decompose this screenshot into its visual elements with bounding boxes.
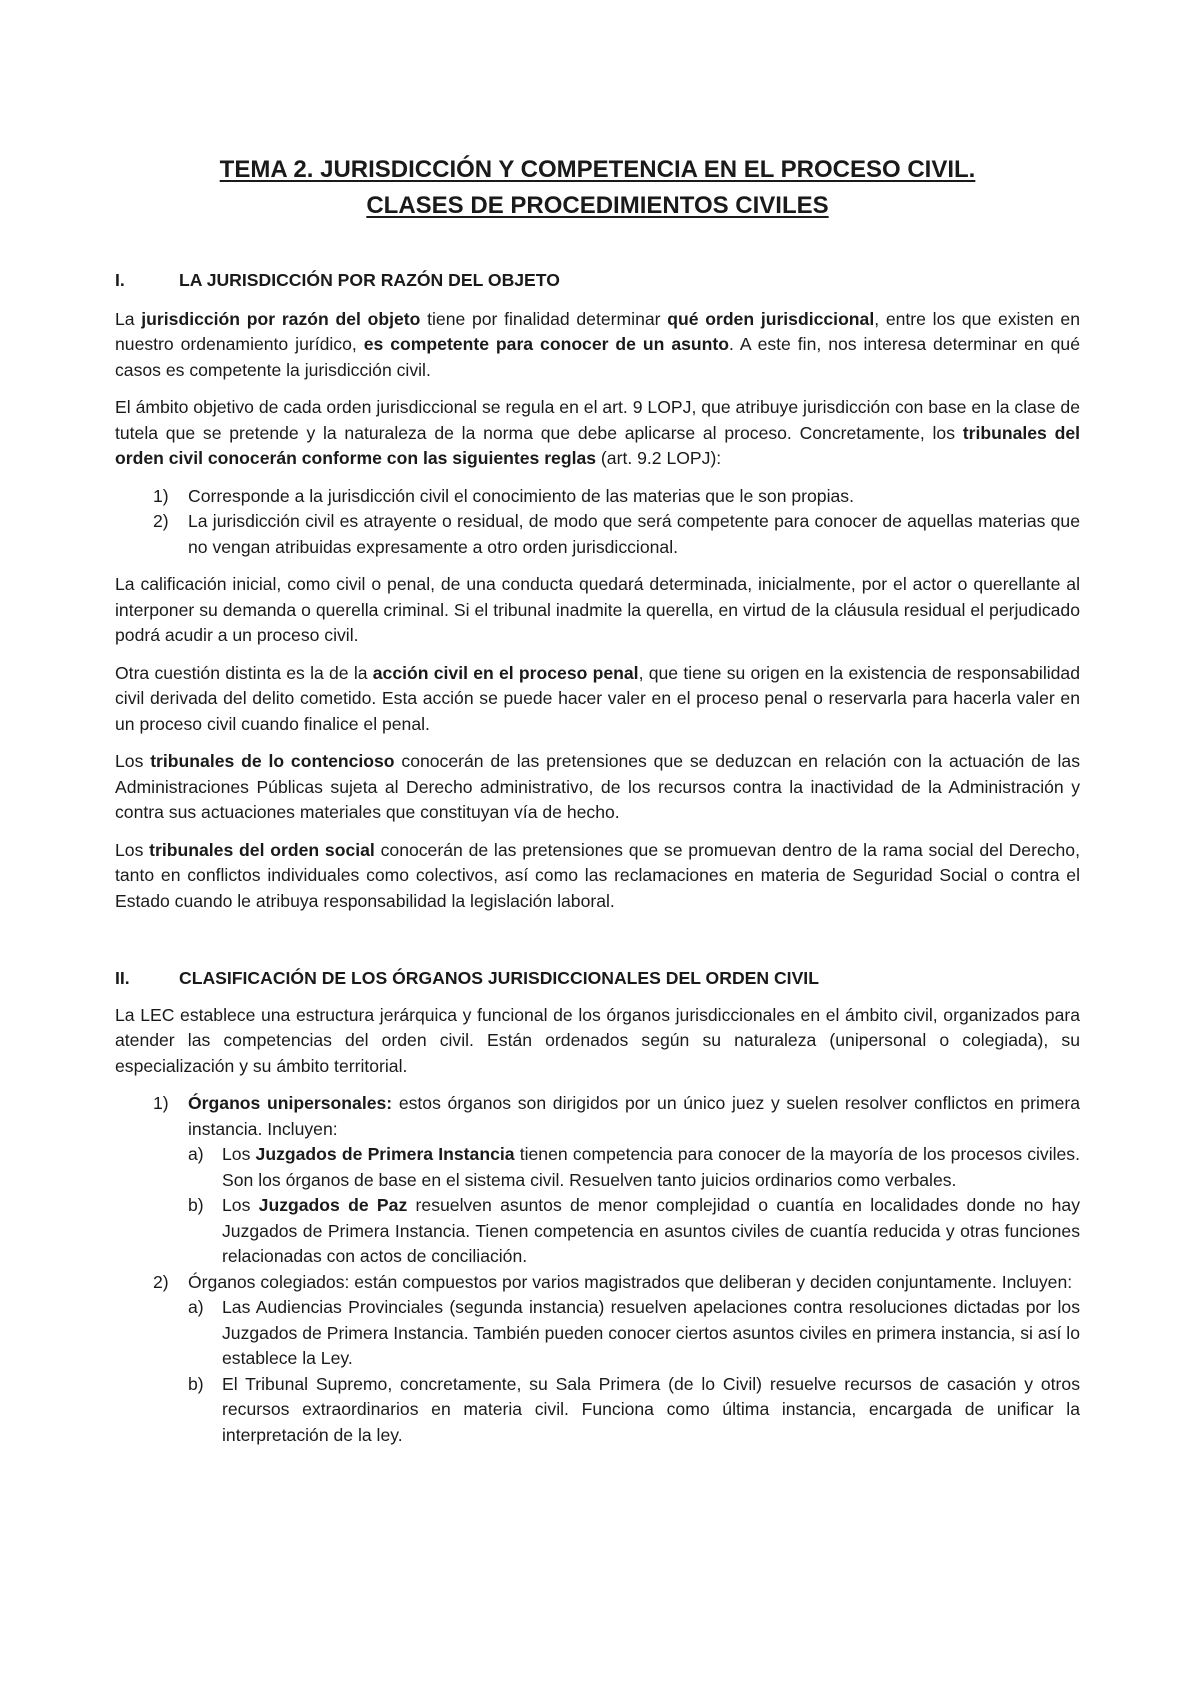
civil-rules-list (115, 484, 1080, 561)
title-line-2: CLASES DE PROCEDIMIENTOS CIVILES (366, 192, 829, 219)
sublist-item: a) Los Juzgados de Primera Instancia tienen competencia para conocer de la mayoría de los procesos civiles. Son los órganos de base en el sistema civil. Resuelven tanto juicios ordinarios como verbales. (188, 1144, 1080, 1190)
title-line-1: TEMA 2. JURISDICCIÓN Y COMPETENCIA EN EL PROCESO CIVIL. (219, 156, 976, 183)
section-1-heading (115, 268, 1080, 294)
section-1-paragraph-2: El ámbito objetivo de cada orden jurisdiccional se regula en el art. 9 LOPJ, que atribuye jurisdicción con base en la clase de tutela que se pretende y la naturaleza de la norma que debe aplicarse al proceso. Concretamente, los tribunales del orden civil conocerán conforme con las siguientes reglas (art. 9.2 LOPJ): (115, 397, 1080, 468)
section-1-title: LA JURISDICCIÓN POR RAZÓN DEL OBJETO (179, 270, 560, 290)
section-1-paragraph-1: La jurisdicción por razón del objeto tiene por finalidad determinar qué orden jurisdiccional, entre los que existen en nuestro ordenamiento jurídico, es competente para conocer de un asunto. A este fin, nos interesa determinar en qué casos es competente la jurisdicción civil. (115, 308, 1080, 380)
section-2-intro: La LEC establece una estructura jerárquica y funcional de los órganos jurisdiccionales en el ámbito civil, organizados para atender las competencias del orden civil. Están ordenados según su naturaleza (unipersonal o colegiada), su especialización y su ámbito territorial. (115, 1004, 1080, 1076)
colegiados-sublist (188, 1295, 1080, 1448)
document-title (115, 152, 1080, 224)
document-body (115, 152, 1080, 1460)
list-item-colegiados: 2) Órganos colegiados: están compuestos por varios magistrados que deliberan y deciden conjuntamente. Incluyen: a) Las Audiencias Provinciales (segunda instancia) resuelven apelaciones contra resoluciones dictadas por los Juzgados de Primera Instancia. También pueden conocer ciertos asuntos civiles en primera instancia, si así lo establece la Ley. b) El Tribunal Supremo, concretamente, su Sala Primera (de lo Civil) resuelve recursos de casación y otros recursos extraordinarios en materia civil. Funciona como última instancia, encargada de unificar la interpretación de la ley. (115, 1270, 1080, 1449)
section-1-paragraph-5: Los tribunales de lo contencioso conocerán de las pretensiones que se deduzcan en relación con la actuación de las Administraciones Públicas sujeta al Derecho administrativo, de los recursos contra la inactividad de la Administración y contra sus actuaciones materiales que constituyan vía de hecho. (115, 751, 1080, 822)
unipersonal-sublist (188, 1142, 1080, 1270)
section-1-paragraph-6: Los tribunales del orden social conocerán de las pretensiones que se promuevan dentro de la rama social del Derecho, tanto en conflictos individuales como colectivos, así como las reclamaciones en materia de Seguridad Social o contra el Estado cuando le atribuya responsabilidad la legislación laboral. (115, 839, 1080, 911)
section-1-paragraph-3: La calificación inicial, como civil o penal, de una conducta quedará determinada, inicialmente, por el actor o querellante al interponer su demanda o querella criminal. Si el tribunal inadmite la querella, en virtud de la cláusula residual el perjudicado podrá acudir a un proceso civil. (115, 574, 1080, 645)
sublist-item: b) Los Juzgados de Paz resuelven asuntos de menor complejidad o cuantía en localidades donde no hay Juzgados de Primera Instancia. Tienen competencia en asuntos civiles de cuantía reducida y otras funciones relacionadas con actos de conciliación. (188, 1195, 1080, 1266)
section-2-heading (115, 966, 1080, 992)
section-1-number: I. (115, 270, 125, 290)
section-2-title: CLASIFICACIÓN DE LOS ÓRGANOS JURISDICCIONALES DEL ORDEN CIVIL (179, 968, 819, 988)
section-1-paragraph-4: Otra cuestión distinta es la de la acción civil en el proceso penal, que tiene su origen en la existencia de responsabilidad civil derivada del delito cometido. Esta acción se puede hacer valer en el proceso penal o reservarla para hacerla valer en un proceso civil cuando finalice el penal. (115, 662, 1080, 734)
sublist-item: b) El Tribunal Supremo, concretamente, su Sala Primera (de lo Civil) resuelve recursos de casación y otros recursos extraordinarios en materia civil. Funciona como última instancia, encargada de unificar la interpretación de la ley. (188, 1373, 1080, 1445)
sublist-item: a) Las Audiencias Provinciales (segunda instancia) resuelven apelaciones contra resoluciones dictadas por los Juzgados de Primera Instancia. También pueden conocer ciertos asuntos civiles en primera instancia, si así lo establece la Ley. (188, 1297, 1080, 1368)
list-item: 1) Corresponde a la jurisdicción civil el conocimiento de las materias que le son propias. (153, 485, 854, 506)
section-2-number: II. (115, 968, 130, 988)
organs-list (115, 1091, 1080, 1448)
list-item: 2) La jurisdicción civil es atrayente o residual, de modo que será competente para conocer de aquellas materias que no vengan atribuidas expresamente a otro orden jurisdiccional. (153, 511, 1080, 557)
list-item-unipersonal: 1) Órganos unipersonales: estos órganos son dirigidos por un único juez y suelen resolver conflictos en primera instancia. Incluyen: a) Los Juzgados de Primera Instancia tienen competencia para conocer de la mayoría de los procesos civiles. Son los órganos de base en el sistema civil. Resuelven tanto juicios ordinarios como verbales. b) Los Juzgados de Paz resuelven asuntos de menor complejidad o cuantía en localidades donde no hay Juzgados de Primera Instancia. Tienen competencia en asuntos civiles de cuantía reducida y otras funciones relacionadas con actos de conciliación. (115, 1091, 1080, 1270)
